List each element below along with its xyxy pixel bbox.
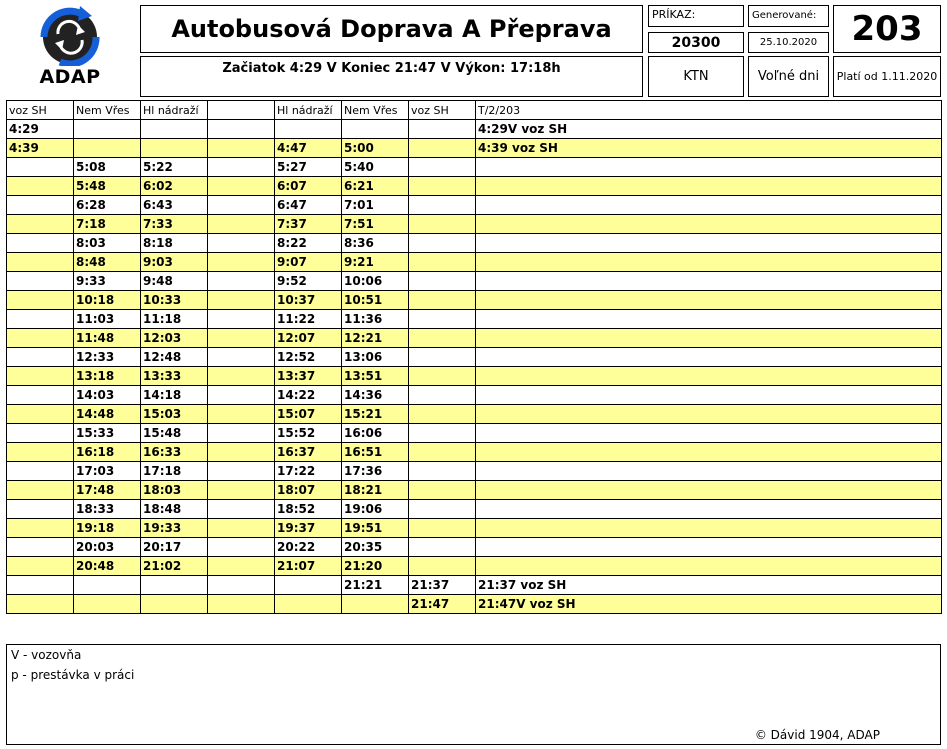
- table-cell: 7:37: [275, 215, 342, 234]
- column-header: Hl nádraží: [275, 101, 342, 120]
- table-cell: [208, 329, 275, 348]
- table-cell: [7, 158, 74, 177]
- table-cell: [74, 595, 141, 614]
- table-cell: [141, 595, 208, 614]
- order-number: 20300: [648, 32, 744, 53]
- generated-label: Generované:: [748, 5, 829, 27]
- table-cell: 8:36: [342, 234, 409, 253]
- table-cell: [476, 158, 942, 177]
- column-header: voz SH: [409, 101, 476, 120]
- table-cell: [7, 272, 74, 291]
- table-cell: 21:02: [141, 557, 208, 576]
- table-cell: [208, 481, 275, 500]
- table-cell: 8:48: [74, 253, 141, 272]
- table-cell: [74, 576, 141, 595]
- table-cell: 19:18: [74, 519, 141, 538]
- table-cell: 15:21: [342, 405, 409, 424]
- table-cell: [7, 348, 74, 367]
- table-cell: 17:48: [74, 481, 141, 500]
- table-cell: [208, 519, 275, 538]
- table-cell: 11:18: [141, 310, 208, 329]
- table-cell: [208, 557, 275, 576]
- table-cell: 4:29V voz SH: [476, 120, 942, 139]
- table-cell: 10:06: [342, 272, 409, 291]
- table-cell: [409, 424, 476, 443]
- table-cell: [208, 348, 275, 367]
- table-row: [7, 348, 942, 367]
- table-cell: 7:33: [141, 215, 208, 234]
- table-cell: [476, 424, 942, 443]
- table-cell: 19:51: [342, 519, 409, 538]
- table-cell: [409, 348, 476, 367]
- table-cell: [409, 253, 476, 272]
- table-cell: 12:52: [275, 348, 342, 367]
- table-cell: 9:48: [141, 272, 208, 291]
- logo-text: ADAP: [39, 66, 101, 88]
- depot-code: KTN: [648, 56, 744, 97]
- table-cell: 13:18: [74, 367, 141, 386]
- table-row: [7, 234, 942, 253]
- table-cell: 16:37: [275, 443, 342, 462]
- table-cell: 11:03: [74, 310, 141, 329]
- table-cell: [74, 139, 141, 158]
- table-cell: 9:07: [275, 253, 342, 272]
- table-cell: 4:29: [7, 120, 74, 139]
- table-cell: 15:07: [275, 405, 342, 424]
- table-cell: [141, 120, 208, 139]
- table-cell: [409, 443, 476, 462]
- table-cell: [7, 481, 74, 500]
- table-row: [7, 139, 942, 158]
- table-cell: 20:35: [342, 538, 409, 557]
- table-cell: 6:43: [141, 196, 208, 215]
- table-cell: [208, 177, 275, 196]
- table-cell: 5:22: [141, 158, 208, 177]
- table-cell: 18:33: [74, 500, 141, 519]
- table-cell: 13:51: [342, 367, 409, 386]
- table-cell: [409, 329, 476, 348]
- duty-summary: Začiatok 4:29 V Koniec 21:47 V Výkon: 17:18h: [140, 56, 643, 97]
- table-cell: 12:07: [275, 329, 342, 348]
- table-row: [7, 500, 942, 519]
- table-cell: 8:22: [275, 234, 342, 253]
- column-header: voz SH: [7, 101, 74, 120]
- table-cell: [7, 196, 74, 215]
- table-cell: [409, 291, 476, 310]
- table-cell: 11:48: [74, 329, 141, 348]
- table-cell: 8:03: [74, 234, 141, 253]
- table-cell: [7, 310, 74, 329]
- table-cell: [208, 424, 275, 443]
- table-cell: [476, 500, 942, 519]
- table-cell: [409, 462, 476, 481]
- table-cell: 16:33: [141, 443, 208, 462]
- table-cell: [476, 462, 942, 481]
- table-cell: 4:39: [7, 139, 74, 158]
- column-header: Hl nádraží: [141, 101, 208, 120]
- table-cell: [208, 386, 275, 405]
- column-header: Nem Vřes: [342, 101, 409, 120]
- table-cell: [409, 481, 476, 500]
- table-cell: 12:33: [74, 348, 141, 367]
- table-cell: 5:27: [275, 158, 342, 177]
- table-cell: [7, 519, 74, 538]
- table-cell: [476, 538, 942, 557]
- table-row: [7, 310, 942, 329]
- table-cell: 8:18: [141, 234, 208, 253]
- table-cell: [409, 196, 476, 215]
- table-cell: [7, 234, 74, 253]
- table-cell: [7, 253, 74, 272]
- table-cell: 14:48: [74, 405, 141, 424]
- adap-logo: [30, 4, 110, 94]
- table-cell: 7:18: [74, 215, 141, 234]
- table-cell: [141, 139, 208, 158]
- table-cell: [7, 367, 74, 386]
- table-cell: 7:51: [342, 215, 409, 234]
- table-cell: [7, 215, 74, 234]
- table-cell: [208, 538, 275, 557]
- table-cell: 21:47: [409, 595, 476, 614]
- table-cell: 9:33: [74, 272, 141, 291]
- table-cell: [208, 443, 275, 462]
- table-cell: [476, 215, 942, 234]
- table-cell: 15:03: [141, 405, 208, 424]
- generated-date: 25.10.2020: [748, 32, 829, 53]
- table-cell: [7, 443, 74, 462]
- table-cell: [409, 386, 476, 405]
- table-cell: 18:07: [275, 481, 342, 500]
- table-cell: 18:21: [342, 481, 409, 500]
- table-cell: 9:21: [342, 253, 409, 272]
- table-cell: 11:36: [342, 310, 409, 329]
- table-row: [7, 158, 942, 177]
- table-cell: 13:33: [141, 367, 208, 386]
- table-cell: 16:06: [342, 424, 409, 443]
- table-cell: 10:37: [275, 291, 342, 310]
- table-cell: [476, 367, 942, 386]
- table-cell: 13:06: [342, 348, 409, 367]
- order-label: PRÍKAZ:: [648, 5, 744, 27]
- bus-loop-logo-icon: [30, 4, 110, 66]
- table-cell: [7, 557, 74, 576]
- table-cell: 21:47V voz SH: [476, 595, 942, 614]
- table-cell: [141, 576, 208, 595]
- table-cell: 14:03: [74, 386, 141, 405]
- table-row: [7, 291, 942, 310]
- table-cell: 19:37: [275, 519, 342, 538]
- table-row: [7, 405, 942, 424]
- legend-item: V - vozovňa: [11, 648, 82, 662]
- table-cell: 17:18: [141, 462, 208, 481]
- table-cell: [7, 424, 74, 443]
- table-cell: 10:33: [141, 291, 208, 310]
- table-row: [7, 120, 942, 139]
- table-row: [7, 329, 942, 348]
- table-cell: [208, 196, 275, 215]
- table-cell: 17:22: [275, 462, 342, 481]
- table-cell: [7, 538, 74, 557]
- table-cell: [208, 405, 275, 424]
- table-cell: [476, 234, 942, 253]
- table-cell: 21:07: [275, 557, 342, 576]
- table-cell: [409, 234, 476, 253]
- table-row: [7, 215, 942, 234]
- table-cell: 6:47: [275, 196, 342, 215]
- table-cell: [409, 367, 476, 386]
- table-cell: 6:21: [342, 177, 409, 196]
- table-cell: 6:02: [141, 177, 208, 196]
- table-cell: [409, 500, 476, 519]
- table-row: [7, 367, 942, 386]
- table-cell: 21:20: [342, 557, 409, 576]
- table-cell: [275, 576, 342, 595]
- table-cell: 11:22: [275, 310, 342, 329]
- column-header: T/2/203: [476, 101, 942, 120]
- table-cell: [7, 576, 74, 595]
- table-cell: 18:48: [141, 500, 208, 519]
- table-cell: [7, 462, 74, 481]
- table-cell: 12:03: [141, 329, 208, 348]
- table-cell: 17:36: [342, 462, 409, 481]
- table-cell: [409, 405, 476, 424]
- table-cell: [208, 462, 275, 481]
- table-cell: 21:37 voz SH: [476, 576, 942, 595]
- table-cell: [342, 595, 409, 614]
- legend-item: p - prestávka v práci: [11, 668, 135, 682]
- table-cell: [476, 405, 942, 424]
- table-cell: 16:51: [342, 443, 409, 462]
- table-cell: [476, 386, 942, 405]
- timetable: [6, 100, 942, 614]
- table-cell: 13:37: [275, 367, 342, 386]
- table-row: [7, 519, 942, 538]
- table-cell: [476, 329, 942, 348]
- table-cell: 19:33: [141, 519, 208, 538]
- timetable-body: [7, 120, 942, 614]
- table-cell: [208, 576, 275, 595]
- table-cell: [476, 291, 942, 310]
- table-cell: [208, 120, 275, 139]
- table-cell: [409, 557, 476, 576]
- table-cell: [476, 196, 942, 215]
- table-cell: 6:28: [74, 196, 141, 215]
- table-cell: [208, 215, 275, 234]
- table-cell: 20:17: [141, 538, 208, 557]
- table-cell: [476, 348, 942, 367]
- table-row: [7, 443, 942, 462]
- table-row: [7, 538, 942, 557]
- table-row: [7, 462, 942, 481]
- table-cell: [409, 177, 476, 196]
- table-cell: [476, 443, 942, 462]
- table-cell: [7, 500, 74, 519]
- table-cell: [476, 481, 942, 500]
- table-cell: [476, 519, 942, 538]
- valid-from: Platí od 1.11.2020: [833, 56, 941, 97]
- table-cell: [476, 253, 942, 272]
- table-cell: 19:06: [342, 500, 409, 519]
- table-cell: [74, 120, 141, 139]
- table-cell: 12:48: [141, 348, 208, 367]
- table-row: [7, 424, 942, 443]
- table-cell: [409, 272, 476, 291]
- table-cell: 18:52: [275, 500, 342, 519]
- table-cell: [208, 253, 275, 272]
- company-title: Autobusová Doprava A Přeprava: [140, 5, 643, 53]
- table-cell: [7, 405, 74, 424]
- table-cell: 4:47: [275, 139, 342, 158]
- table-cell: [409, 139, 476, 158]
- table-row: [7, 272, 942, 291]
- table-row: [7, 253, 942, 272]
- table-cell: [7, 595, 74, 614]
- table-row: [7, 595, 942, 614]
- table-cell: 10:18: [74, 291, 141, 310]
- table-cell: 12:21: [342, 329, 409, 348]
- table-cell: [409, 519, 476, 538]
- table-cell: 14:22: [275, 386, 342, 405]
- table-cell: 20:48: [74, 557, 141, 576]
- table-cell: 5:48: [74, 177, 141, 196]
- table-cell: [7, 329, 74, 348]
- table-cell: 15:33: [74, 424, 141, 443]
- table-cell: [476, 310, 942, 329]
- table-cell: [208, 139, 275, 158]
- table-cell: 17:03: [74, 462, 141, 481]
- table-cell: 14:36: [342, 386, 409, 405]
- table-cell: 20:22: [275, 538, 342, 557]
- column-header: [208, 101, 275, 120]
- table-cell: 9:52: [275, 272, 342, 291]
- table-cell: 5:40: [342, 158, 409, 177]
- table-cell: 21:21: [342, 576, 409, 595]
- table-row: [7, 576, 942, 595]
- timetable-header-row: [7, 101, 942, 120]
- table-cell: 15:48: [141, 424, 208, 443]
- table-row: [7, 177, 942, 196]
- table-row: [7, 196, 942, 215]
- day-type: Voľné dni: [748, 56, 829, 97]
- table-cell: [476, 272, 942, 291]
- table-cell: [7, 291, 74, 310]
- table-cell: 21:37: [409, 576, 476, 595]
- table-cell: [208, 272, 275, 291]
- table-cell: [7, 386, 74, 405]
- table-cell: [208, 158, 275, 177]
- table-cell: 10:51: [342, 291, 409, 310]
- table-cell: [208, 595, 275, 614]
- table-cell: 20:03: [74, 538, 141, 557]
- table-cell: [275, 120, 342, 139]
- table-row: [7, 386, 942, 405]
- table-cell: [7, 177, 74, 196]
- table-cell: 5:08: [74, 158, 141, 177]
- table-cell: [208, 500, 275, 519]
- table-cell: [476, 557, 942, 576]
- table-cell: 4:39 voz SH: [476, 139, 942, 158]
- copyright: © Dávid 1904, ADAP: [754, 728, 880, 742]
- table-cell: 14:18: [141, 386, 208, 405]
- table-row: [7, 481, 942, 500]
- table-cell: [342, 120, 409, 139]
- line-number: 203: [833, 5, 941, 53]
- table-cell: [409, 158, 476, 177]
- table-cell: 18:03: [141, 481, 208, 500]
- column-header: Nem Vřes: [74, 101, 141, 120]
- table-cell: 9:03: [141, 253, 208, 272]
- table-cell: [409, 310, 476, 329]
- table-cell: 16:18: [74, 443, 141, 462]
- table-cell: [409, 538, 476, 557]
- table-row: [7, 557, 942, 576]
- table-cell: [275, 595, 342, 614]
- table-cell: [208, 234, 275, 253]
- table-cell: [409, 120, 476, 139]
- table-cell: [409, 215, 476, 234]
- table-cell: 6:07: [275, 177, 342, 196]
- table-cell: [476, 177, 942, 196]
- table-cell: 15:52: [275, 424, 342, 443]
- legend-box: [6, 644, 941, 745]
- table-cell: [208, 291, 275, 310]
- table-cell: 5:00: [342, 139, 409, 158]
- table-cell: 7:01: [342, 196, 409, 215]
- table-cell: [208, 367, 275, 386]
- table-cell: [208, 310, 275, 329]
